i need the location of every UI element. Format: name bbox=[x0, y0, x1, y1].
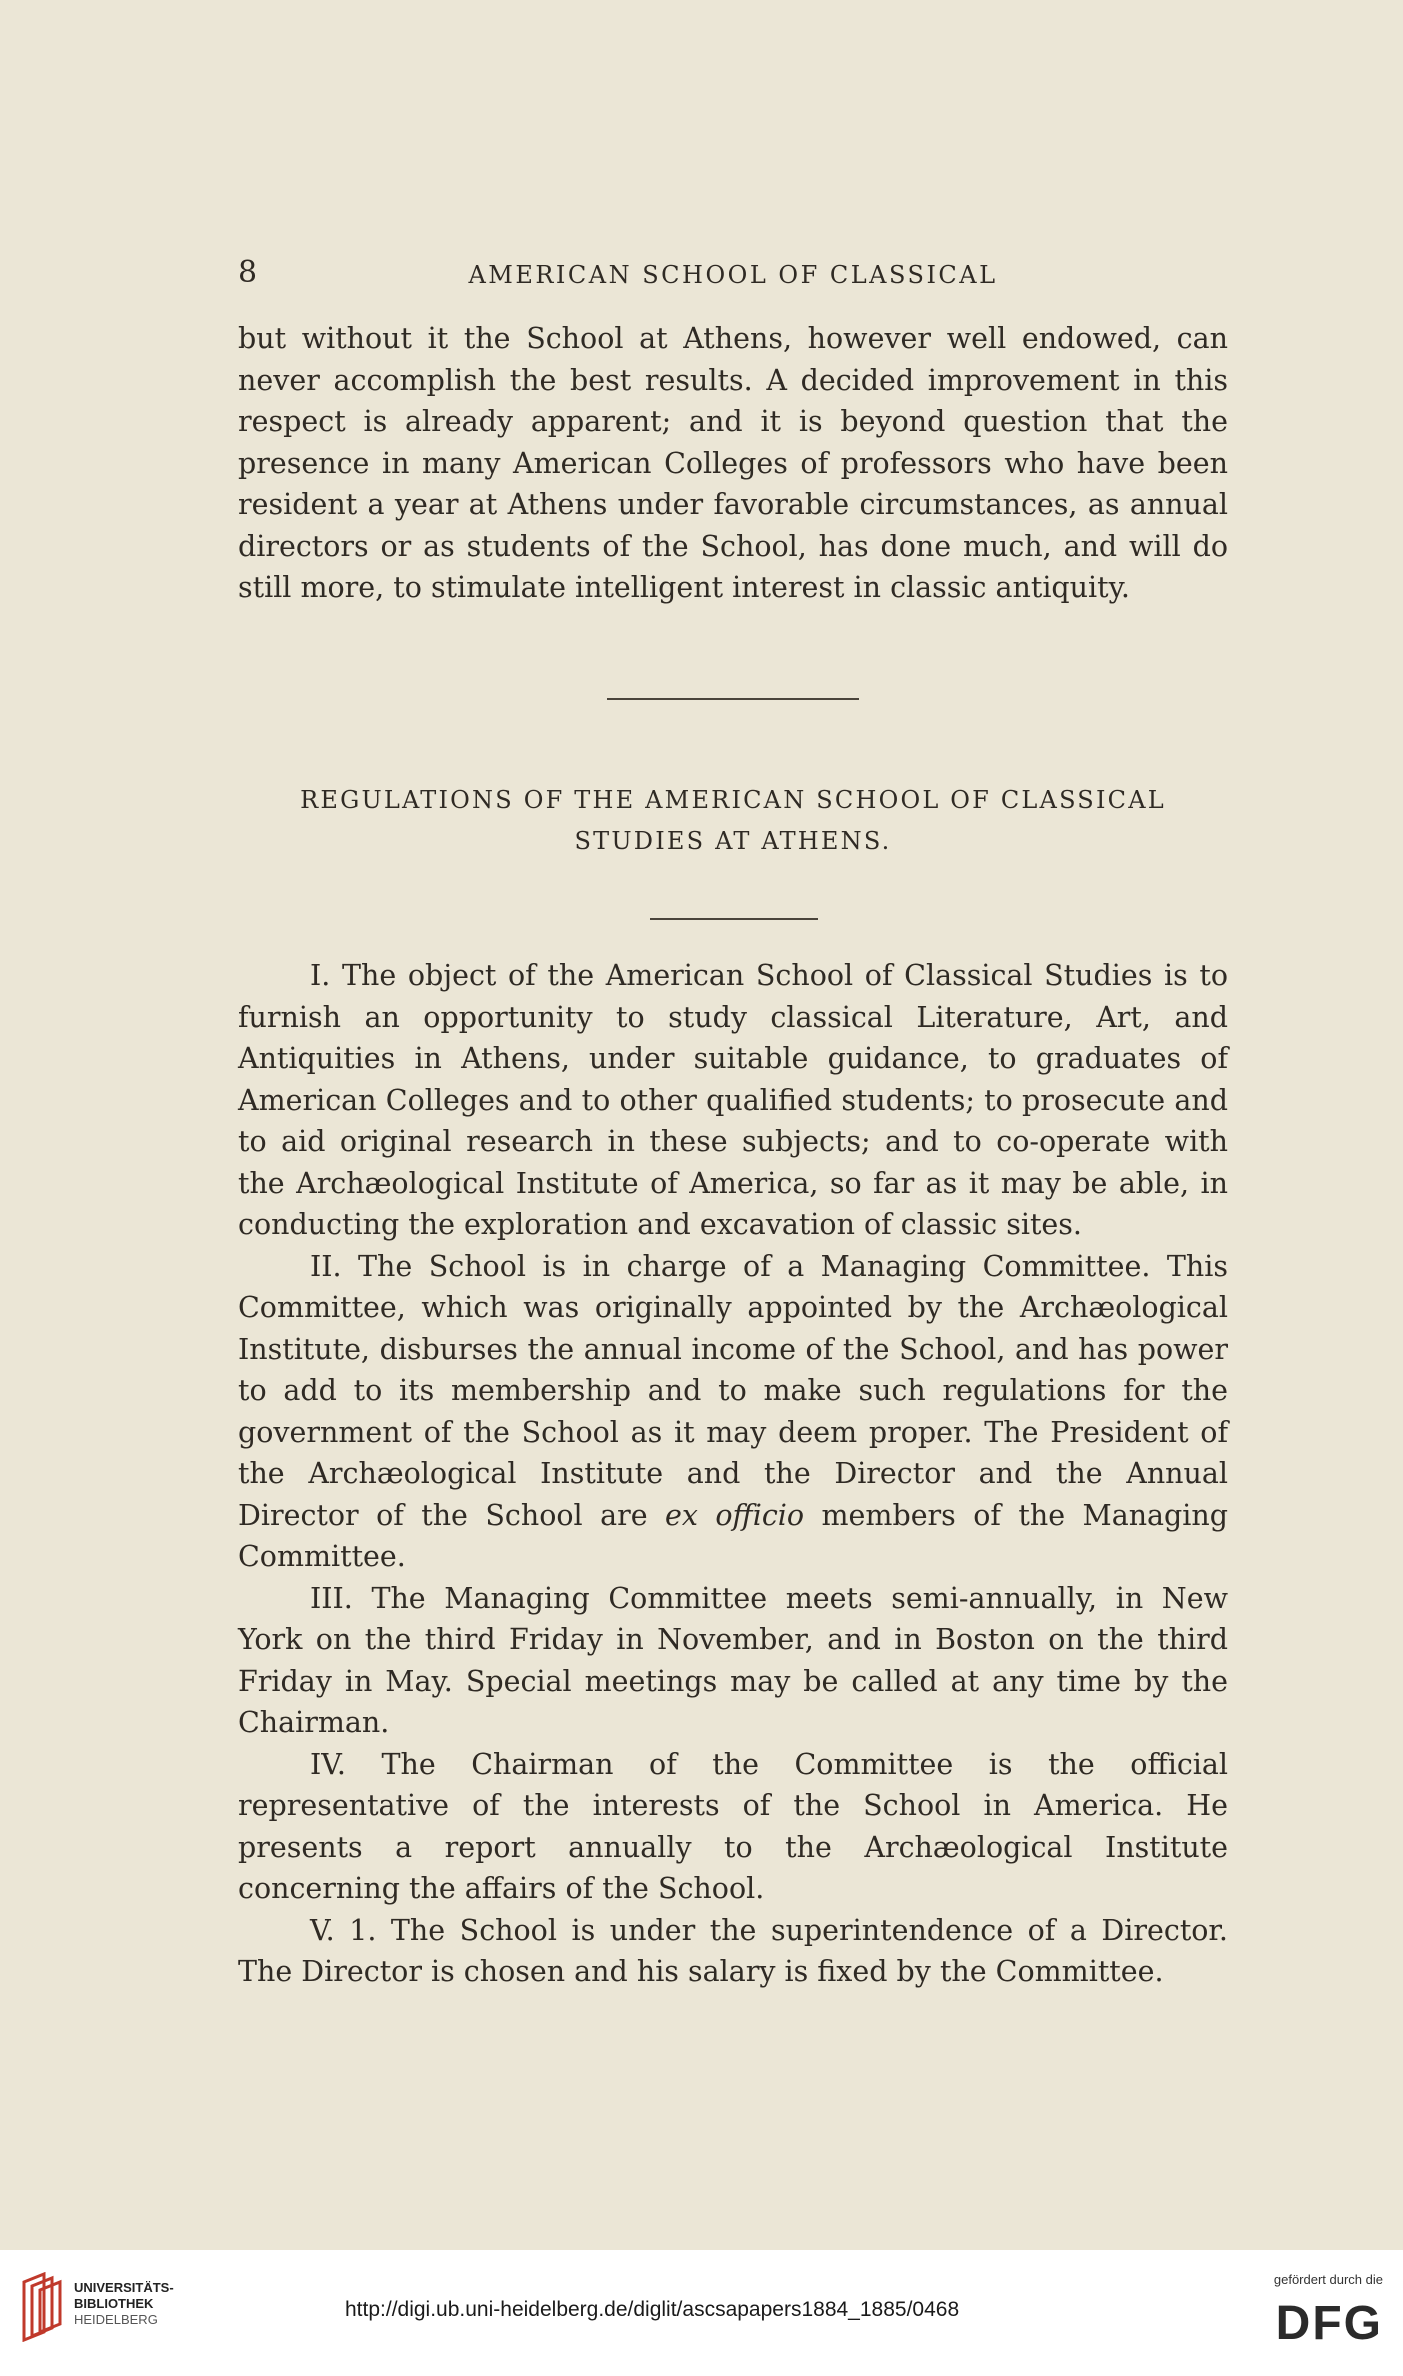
digitization-footer bbox=[0, 2250, 1403, 2376]
page-number: 8 bbox=[238, 255, 258, 290]
funded-by-label: gefördert durch die bbox=[1273, 2272, 1383, 2287]
dfg-logo: DFG bbox=[1275, 2297, 1383, 2350]
library-name-line-2: BIBLIOTHEK bbox=[74, 2296, 154, 2311]
page-header bbox=[238, 255, 1228, 295]
regulation-2 bbox=[238, 1246, 1228, 1578]
permalink-url[interactable]: http://digi.ub.uni-heidelberg.de/diglit/ascsapapers1884_1885/0468 bbox=[345, 2298, 960, 2321]
library-name-line-1: UNIVERSITÄTS- bbox=[74, 2280, 174, 2295]
running-head: AMERICAN SCHOOL OF CLASSICAL bbox=[468, 261, 998, 289]
regulations-list bbox=[238, 955, 1228, 1993]
regulation-2-text-end: members of the Managing Committee. bbox=[238, 1498, 1228, 1573]
regulation-3: III. The Managing Committee meets semi-annually, in New York on the third Friday in November, and in Boston on the third Friday in May. Special meetings may be called at any time by the Chairman. bbox=[238, 1581, 1228, 1739]
library-name bbox=[74, 2280, 174, 2328]
regulation-2-italic: ex officio bbox=[665, 1498, 805, 1532]
regulation-4: IV. The Chairman of the Committee is the official representative of the interests of the School in America. He presents a report annually to the Archæological Institute concerning the affairs of the School. bbox=[238, 1747, 1228, 1905]
section-title-line-1: REGULATIONS OF THE AMERICAN SCHOOL OF CLASSICAL bbox=[300, 786, 1166, 814]
regulation-1: I. The object of the American School of Classical Studies is to furnish an opportunity to study classical Literature, Art, and Antiquities in Athens, under suitable guidance, to graduates of American Colleges and to other qualified students; to prosecute and to aid original research in these subjects; and to co-operate with the Archæological Institute of America, so far as it may be able, in conducting the exploration and excavation of classic sites. bbox=[238, 959, 1228, 1241]
regulation-5: V. 1. The School is under the superintendence of a Director. The Director is chosen and his salary is fixed by the Committee. bbox=[238, 1913, 1228, 1988]
library-name-line-3: HEIDELBERG bbox=[74, 2312, 158, 2327]
regulation-2-text-start: II. The School is in charge of a Managing Committee. This Committee, which was originally appointed by the Archæological Institute, disburses the annual income of the School, and has power to add to its membership and to make such regulations for the government of the School as it may deem proper. The President of the Archæological Institute and the Director and the Annual Director of the School are bbox=[238, 1249, 1228, 1532]
section-title-line-2: STUDIES AT ATHENS. bbox=[574, 827, 892, 855]
library-logo-icon bbox=[18, 2272, 66, 2342]
section-divider-bottom bbox=[650, 918, 818, 920]
section-divider-top bbox=[607, 698, 859, 700]
section-title bbox=[238, 780, 1228, 862]
intro-paragraph: but without it the School at Athens, however well endowed, can never accomplish the best results. A decided improvement in this respect is already apparent; and it is beyond question that the presence in many American Colleges of professors who have been resident a year at Athens under favorable circumstances, as annual directors or as students of the School, has done much, and will do still more, to stimulate intelligent interest in classic antiquity. bbox=[238, 322, 1228, 604]
